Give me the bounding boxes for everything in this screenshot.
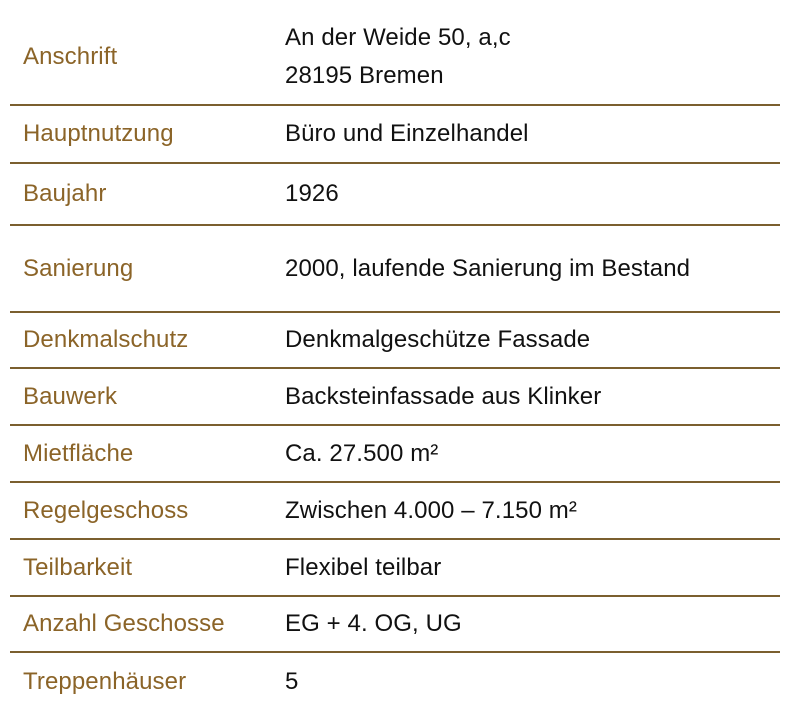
address-city: 28195 Bremen bbox=[285, 62, 444, 89]
row-label: Anschrift bbox=[23, 43, 118, 70]
table-row-baujahr bbox=[10, 164, 780, 226]
row-value: 2000, laufende Sanierung im Bestand bbox=[285, 254, 691, 282]
row-label: Mietfläche bbox=[23, 439, 134, 467]
row-value: 1926 bbox=[285, 180, 339, 207]
row-label: Treppenhäuser bbox=[23, 668, 187, 695]
row-value: Flexibel teilbar bbox=[285, 553, 442, 581]
property-details-table bbox=[10, 10, 780, 711]
row-label: Bauwerk bbox=[23, 382, 118, 410]
table-row-mietflaeche bbox=[10, 426, 780, 483]
table-row-treppenhaeuser bbox=[10, 653, 780, 711]
table-row-sanierung bbox=[10, 226, 780, 313]
row-value: Backsteinfassade aus Klinker bbox=[285, 382, 602, 410]
row-value bbox=[285, 19, 780, 95]
row-label: Baujahr bbox=[23, 180, 107, 207]
row-label: Hauptnutzung bbox=[23, 120, 174, 147]
table-row-hauptnutzung bbox=[10, 106, 780, 164]
row-label: Regelgeschoss bbox=[23, 496, 189, 524]
table-row-anschrift bbox=[10, 10, 780, 106]
row-value: Büro und Einzelhandel bbox=[285, 120, 529, 147]
row-label: Teilbarkeit bbox=[23, 553, 133, 581]
row-value: 5 bbox=[285, 668, 299, 695]
row-label: Denkmalschutz bbox=[23, 326, 189, 353]
table-row-regelgeschoss bbox=[10, 483, 780, 540]
row-value: Zwischen 4.000 – 7.150 m² bbox=[285, 496, 577, 524]
table-row-denkmalschutz bbox=[10, 313, 780, 369]
row-value: Ca. 27.500 m² bbox=[285, 439, 439, 467]
row-label: Sanierung bbox=[23, 254, 134, 282]
address-street: An der Weide 50, a,c bbox=[285, 24, 511, 51]
row-value: EG + 4. OG, UG bbox=[285, 610, 462, 637]
table-row-bauwerk bbox=[10, 369, 780, 426]
row-value: Denkmalgeschütze Fassade bbox=[285, 326, 591, 353]
row-label: Anzahl Geschosse bbox=[23, 610, 225, 637]
table-row-teilbarkeit bbox=[10, 540, 780, 597]
table-row-anzahl-geschosse bbox=[10, 597, 780, 653]
